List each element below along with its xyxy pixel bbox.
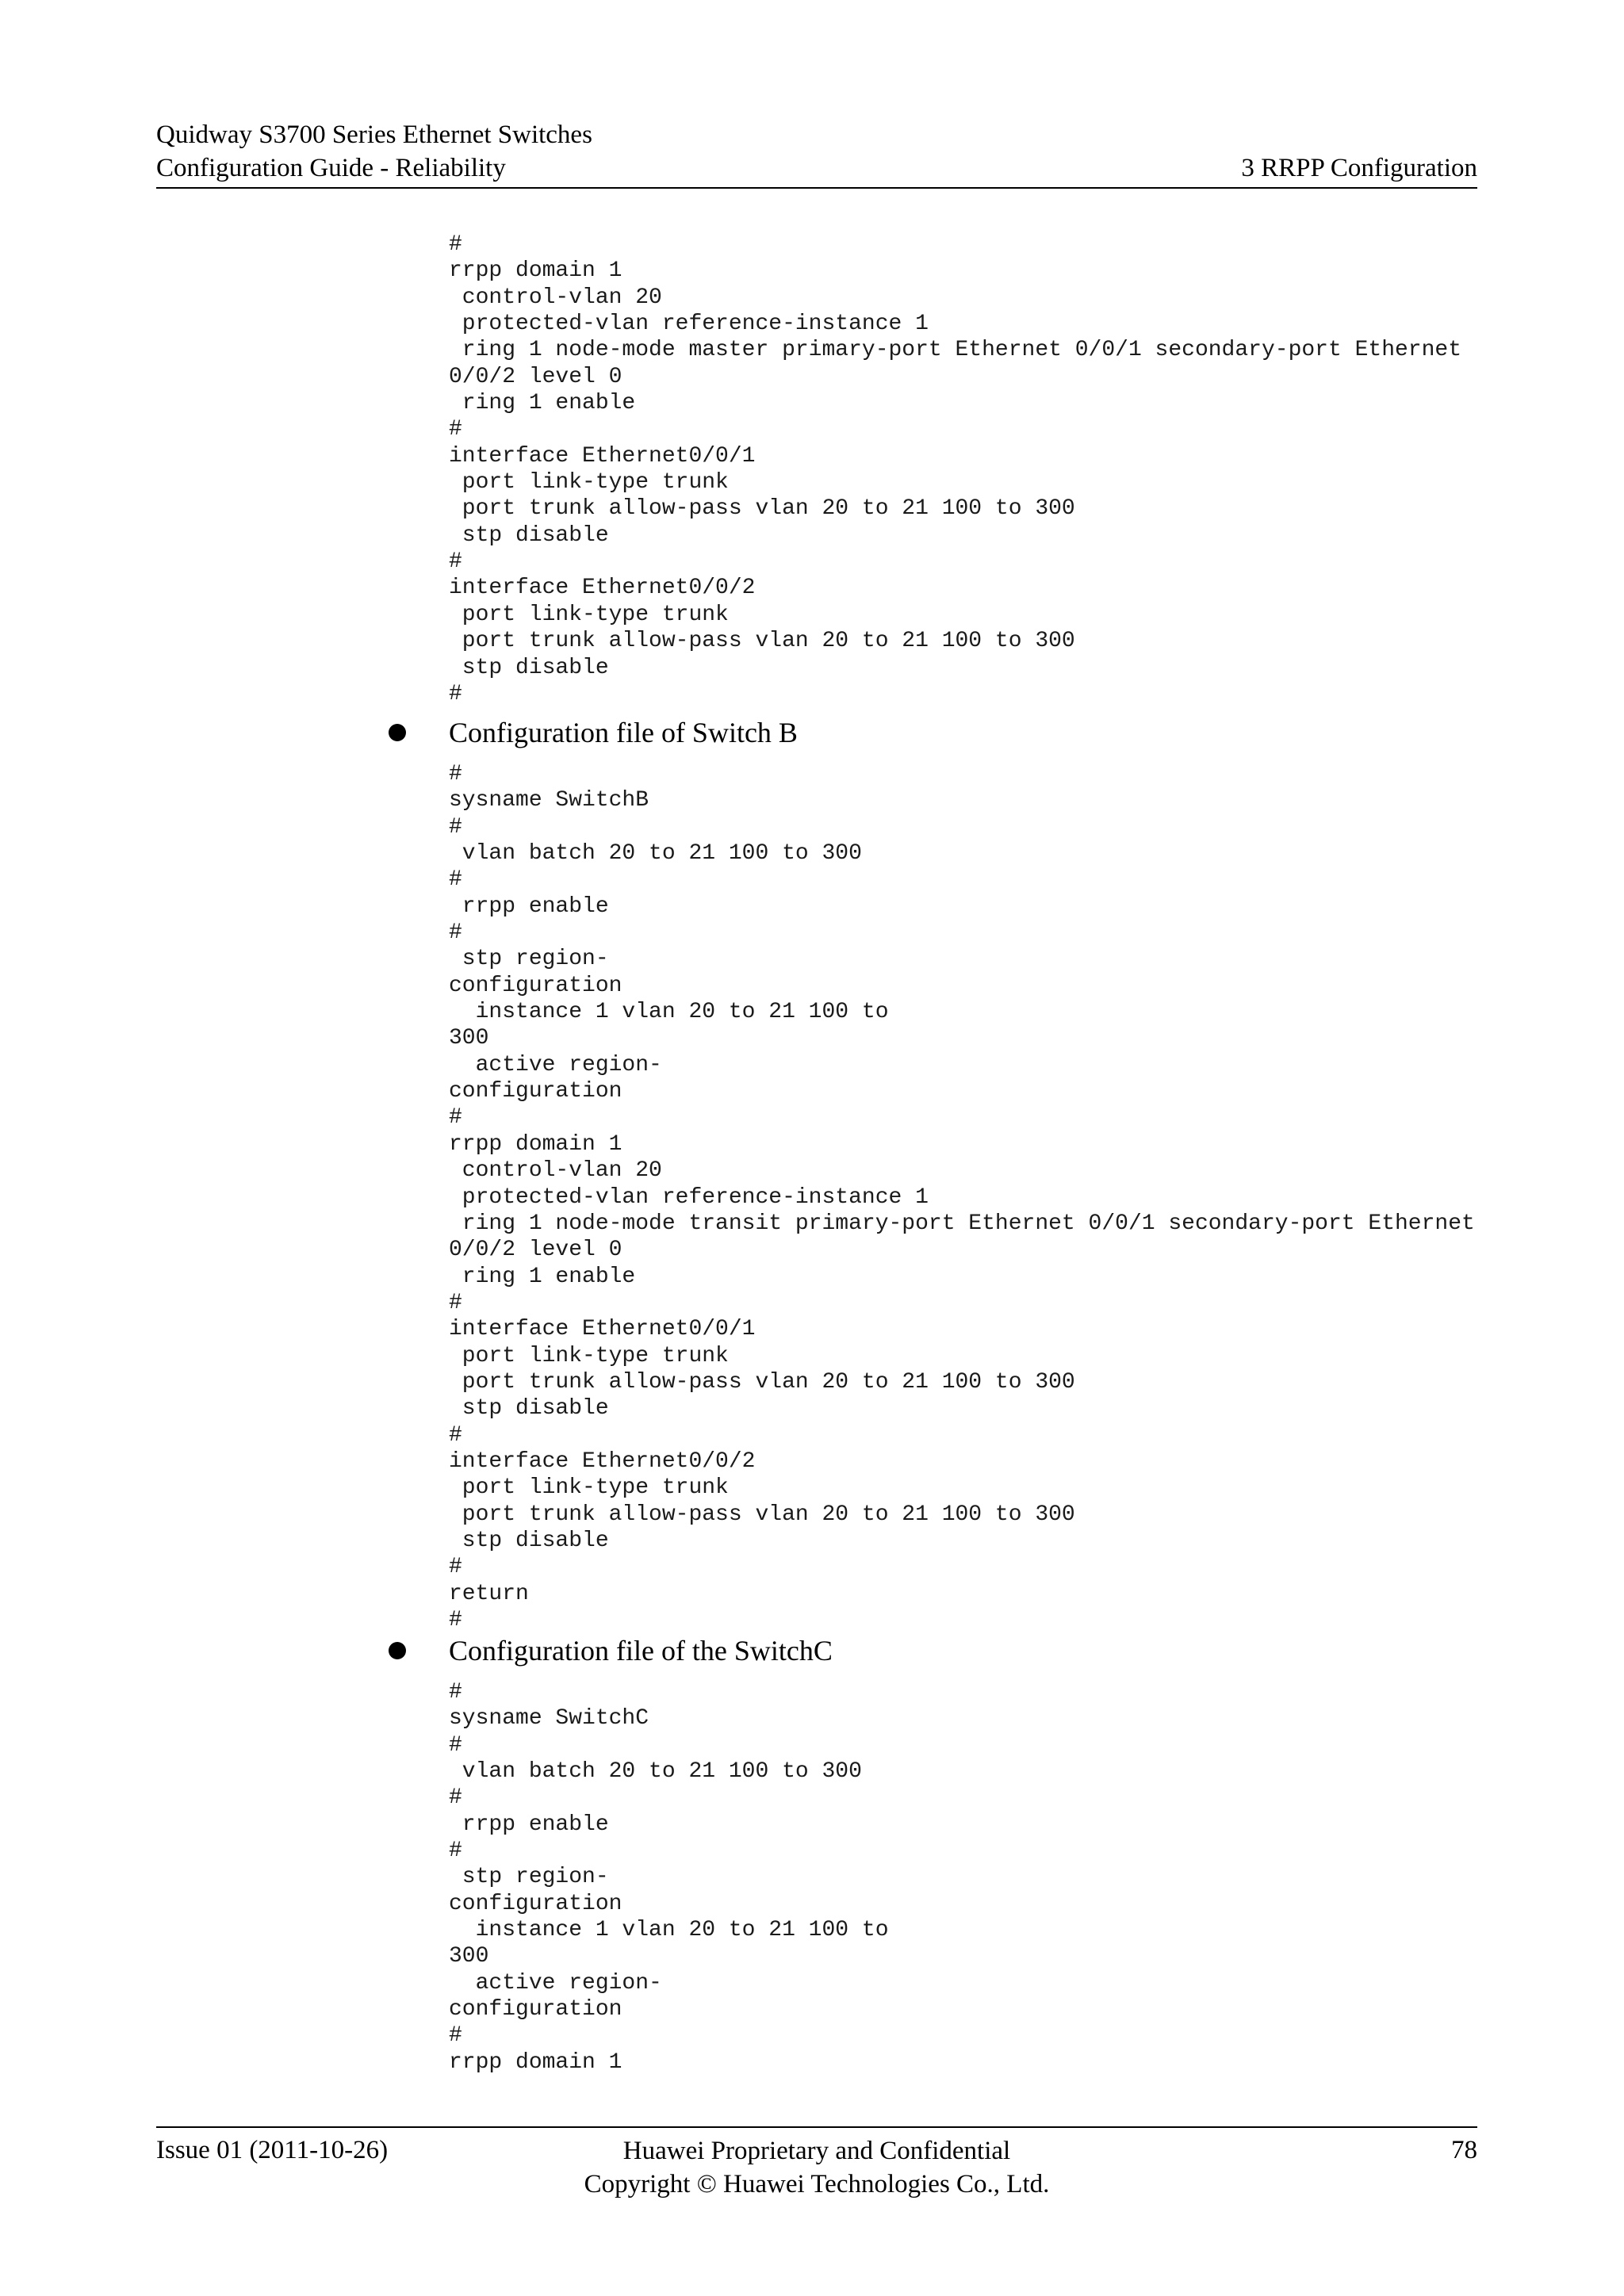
code-line: interface Ethernet0/0/1	[449, 443, 756, 469]
code-line: #	[449, 1105, 462, 1131]
guide-title: Configuration Guide - Reliability	[156, 154, 506, 182]
footer-center	[156, 2134, 1477, 2201]
code-line: #	[449, 1785, 462, 1811]
code-line: return	[449, 1581, 529, 1606]
code-line: #	[449, 681, 462, 706]
section-title-switch-c: Configuration file of the SwitchC	[449, 1635, 833, 1667]
page-number: 78	[1451, 2136, 1477, 2164]
code-line: port link-type trunk	[449, 1343, 729, 1368]
code-line: #	[449, 1555, 462, 1580]
code-line: stp region-	[449, 947, 609, 972]
code-line: sysname SwitchB	[449, 788, 649, 813]
code-line: vlan batch 20 to 21 100 to 300	[449, 841, 862, 867]
code-line: vlan batch 20 to 21 100 to 300	[449, 1759, 862, 1785]
code-line: stp disable	[449, 655, 609, 680]
code-line: instance 1 vlan 20 to 21 100 to	[449, 1918, 889, 1943]
code-line: #	[449, 1732, 462, 1758]
code-block-switch-c	[449, 1679, 889, 2076]
code-line: #	[449, 920, 462, 946]
code-line: 300	[449, 1026, 489, 1051]
code-line: #	[449, 232, 462, 257]
bullet-icon	[389, 724, 406, 741]
code-line: active region-	[449, 1052, 662, 1077]
issue-label: Issue 01 (2011-10-26)	[156, 2136, 389, 2164]
code-line: interface Ethernet0/0/2	[449, 1448, 756, 1474]
code-line: 300	[449, 1944, 489, 1969]
code-line: #	[449, 1608, 462, 1632]
code-line: stp region-	[449, 1865, 609, 1890]
code-line: stp disable	[449, 1396, 609, 1422]
code-line: port trunk allow-pass vlan 20 to 21 100 to 300	[449, 496, 1075, 522]
code-line: #	[449, 417, 462, 442]
code-line: active region-	[449, 1970, 662, 1996]
code-line: port link-type trunk	[449, 602, 729, 627]
code-line: configuration	[449, 973, 622, 998]
code-line: port link-type trunk	[449, 1475, 729, 1501]
code-line: #	[449, 814, 462, 840]
code-line: #	[449, 549, 462, 575]
code-line: 0/0/2 level 0	[449, 364, 622, 389]
product-title: Quidway S3700 Series Ethernet Switches	[156, 121, 592, 149]
code-line: configuration	[449, 1891, 622, 1916]
code-line: ring 1 enable	[449, 391, 636, 416]
code-line: port trunk allow-pass vlan 20 to 21 100 to 300	[449, 1369, 1075, 1395]
code-line: 0/0/2 level 0	[449, 1238, 622, 1263]
chapter-title: 3 RRPP Configuration	[1241, 154, 1477, 182]
code-line: #	[449, 1290, 462, 1315]
code-line: control-vlan 20	[449, 285, 662, 310]
code-line: stp disable	[449, 522, 609, 548]
code-line: #	[449, 1839, 462, 1864]
code-line: control-vlan 20	[449, 1158, 662, 1184]
section-title-switch-b: Configuration file of Switch B	[449, 717, 798, 748]
code-line: protected-vlan reference-instance 1	[449, 312, 929, 337]
code-line: port trunk allow-pass vlan 20 to 21 100 to 300	[449, 1502, 1075, 1527]
code-line: port link-type trunk	[449, 470, 729, 496]
code-line: #	[449, 1680, 462, 1705]
code-line: #	[449, 1422, 462, 1448]
code-line: configuration	[449, 1079, 622, 1104]
code-line: rrpp enable	[449, 894, 609, 919]
code-line: configuration	[449, 1997, 622, 2022]
code-line: ring 1 node-mode transit primary-port Ethernet 0/0/1 secondary-port Ethernet	[449, 1211, 1475, 1236]
code-line: rrpp domain 1	[449, 1131, 622, 1157]
code-line: interface Ethernet0/0/2	[449, 576, 756, 601]
page-header	[156, 117, 1477, 189]
page-footer	[156, 2126, 1477, 2215]
copyright-notice: Copyright © Huawei Technologies Co., Ltd.	[584, 2170, 1050, 2198]
code-line: protected-vlan reference-instance 1	[449, 1184, 929, 1210]
code-line: instance 1 vlan 20 to 21 100 to	[449, 1000, 889, 1025]
code-line: rrpp domain 1	[449, 258, 622, 284]
code-line: #	[449, 2023, 462, 2049]
code-block-switch-b	[449, 761, 1475, 1633]
code-line: stp disable	[449, 1528, 609, 1553]
bullet-icon	[389, 1642, 406, 1659]
code-line: sysname SwitchC	[449, 1706, 649, 1732]
code-line: interface Ethernet0/0/1	[449, 1317, 756, 1342]
code-block-switch-a-continued	[449, 232, 1461, 707]
code-line: rrpp domain 1	[449, 2049, 622, 2075]
code-line: #	[449, 762, 462, 786]
code-line: port trunk allow-pass vlan 20 to 21 100 to 300	[449, 629, 1075, 654]
code-line: ring 1 enable	[449, 1264, 636, 1289]
proprietary-notice: Huawei Proprietary and Confidential	[622, 2137, 1011, 2165]
code-line: ring 1 node-mode master primary-port Ethernet 0/0/1 secondary-port Ethernet	[449, 338, 1462, 363]
code-line: rrpp enable	[449, 1812, 609, 1837]
code-line: #	[449, 867, 462, 893]
